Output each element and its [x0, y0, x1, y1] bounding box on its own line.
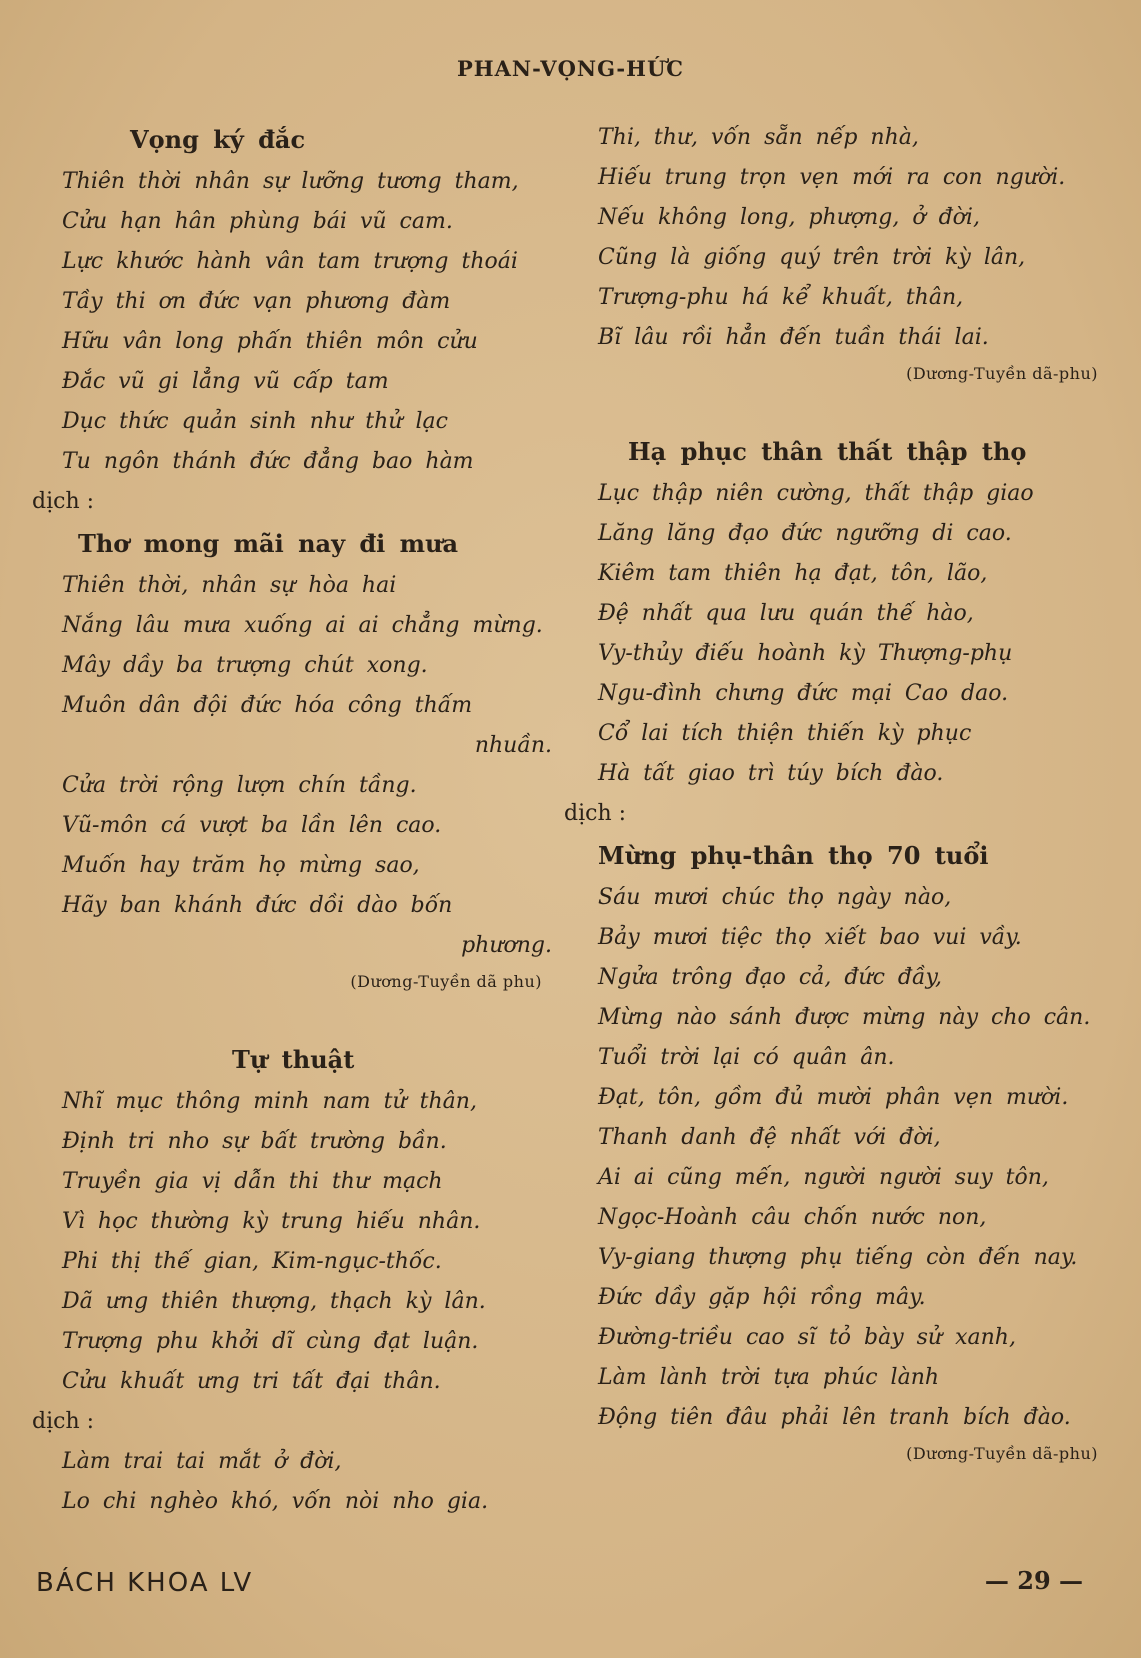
translation-line: Lo chi nghèo khó, vốn nòi nho gia. — [62, 1489, 489, 1514]
poem-line: Vì học thường kỳ trung hiếu nhân. — [62, 1209, 481, 1234]
translation-stanza — [32, 1442, 562, 1522]
translation-line: Hiếu trung trọn vẹn mới ra con người. — [598, 165, 1066, 190]
poem-line: Ngu-đình chưng đức mại Cao dao. — [598, 681, 1009, 706]
poem-line: Cổ lai tích thiện thiến kỳ phục — [598, 721, 972, 746]
poem-line: Đệ nhất qua lưu quán thế hào, — [598, 601, 974, 626]
poem-stanza — [32, 162, 562, 482]
poem-line: Kiêm tam thiên hạ đạt, tôn, lão, — [598, 561, 988, 586]
right-column — [564, 118, 1118, 1470]
translation-line: Bĩ lâu rồi hẳn đến tuần thái lai. — [598, 325, 989, 350]
translation-line: nhuần. — [474, 733, 552, 758]
poem-line: Cửu hạn hân phùng bái vũ cam. — [62, 209, 453, 234]
poem-title: Tự thuật — [232, 1045, 355, 1074]
translation-line: Cũng là giống quý trên trời kỳ lân, — [598, 245, 1026, 270]
translation-line: phương. — [461, 933, 552, 958]
poem-line: Đắc vũ gi lẳng vũ cấp tam — [62, 369, 389, 394]
translation-line: Mừng nào sánh được mừng này cho cân. — [598, 1005, 1091, 1030]
translation-line: Thiên thời, nhân sự hòa hai — [62, 573, 397, 598]
translation-line: Hãy ban khánh đức dồi dào bốn — [62, 893, 453, 918]
poem-line: Phi thị thế gian, Kim-ngục-thốc. — [62, 1249, 442, 1274]
translation-line: Thi, thư, vốn sẵn nếp nhà, — [598, 125, 919, 150]
poem-line: Hữu vân long phấn thiên môn cửu — [62, 329, 478, 354]
poem-line: Tu ngôn thánh đức đẳng bao hàm — [62, 449, 474, 474]
translation-stanza — [598, 118, 1118, 358]
translation-line: Ai ai cũng mến, người người suy tôn, — [598, 1165, 1049, 1190]
translation-line: Vũ-môn cá vượt ba lần lên cao. — [62, 813, 442, 838]
translation-line: Trượng-phu há kể khuất, thân, — [598, 285, 964, 310]
left-column — [32, 118, 562, 1522]
translation-line: Muốn hay trăm họ mừng sao, — [62, 853, 420, 878]
poem-title: Hạ phục thân thất thập thọ — [628, 437, 1027, 466]
translation-line: Tuổi trời lại có quân ân. — [598, 1045, 895, 1070]
translation-label: dịch : — [32, 489, 95, 514]
running-head: PHAN-VỌNG-HỨC — [457, 56, 684, 81]
translation-line: Ngọc-Hoành câu chốn nước non, — [598, 1205, 987, 1230]
poem-line: Hà tất giao trì túy bích đào. — [598, 761, 944, 786]
poem-line: Trượng phu khởi dĩ cùng đạt luận. — [62, 1329, 479, 1354]
translation-line: Mây dầy ba trượng chút xong. — [62, 653, 428, 678]
poem-stanza — [598, 474, 1118, 794]
translation-label: dịch : — [32, 1409, 95, 1434]
translation-line: Động tiên đâu phải lên tranh bích đào. — [598, 1405, 1071, 1430]
translation-line: Nắng lâu mưa xuống ai ai chẳng mừng. — [62, 613, 543, 638]
poem-stanza — [32, 1082, 562, 1402]
poem-line: Nhĩ mục thông minh nam tử thân, — [62, 1089, 477, 1114]
translation-line: Muôn dân đội đức hóa công thấm — [62, 693, 473, 718]
translation-line: Bảy mươi tiệc thọ xiết bao vui vầy. — [598, 925, 1022, 950]
translation-line: Ngửa trông đạo cả, đức đầy, — [598, 965, 942, 990]
translation-line: Đường-triều cao sĩ tỏ bày sử xanh, — [598, 1325, 1016, 1350]
translation-title: Mừng phụ-thân thọ 70 tuổi — [598, 841, 989, 870]
author-credit: (Dương-Tuyền dã-phu) — [906, 1444, 1098, 1463]
poem-line: Lực khước hành vân tam trượng thoái — [62, 249, 518, 274]
translation-line: Nếu không long, phượng, ở đời, — [598, 205, 980, 230]
translation-line: Làm trai tai mắt ở đời, — [62, 1449, 342, 1474]
translation-stanza — [32, 566, 562, 966]
poem-line: Dục thức quản sinh như thử lạc — [62, 409, 448, 434]
translation-title: Thơ mong mãi nay đi mưa — [78, 529, 459, 558]
translation-line: Làm lành trời tựa phúc lành — [598, 1365, 940, 1390]
poem-line: Lăng lăng đạo đức ngưỡng di cao. — [598, 521, 1012, 546]
translation-stanza — [598, 878, 1118, 1438]
translation-line: Đức dầy gặp hội rồng mây. — [598, 1285, 926, 1310]
poem-line: Thiên thời nhân sự lưỡng tương tham, — [62, 169, 519, 194]
magazine-name: BÁCH KHOA LV — [36, 1568, 254, 1598]
page-number: — 29 — — [984, 1566, 1083, 1595]
poem-line: Lục thập niên cường, thất thập giao — [598, 481, 1034, 506]
translation-line: Thanh danh đệ nhất với đời, — [598, 1125, 941, 1150]
translation-label: dịch : — [564, 801, 627, 826]
author-credit: (Dương-Tuyền dã-phu) — [906, 364, 1098, 383]
poem-title: Vọng ký đắc — [130, 125, 306, 154]
poem-line: Vy-thủy điếu hoành kỳ Thượng-phụ — [598, 641, 1013, 666]
translation-line: Sáu mươi chúc thọ ngày nào, — [598, 885, 952, 910]
author-credit: (Dương-Tuyền dã phu) — [350, 972, 542, 991]
translation-line: Đạt, tôn, gồm đủ mười phân vẹn mười. — [598, 1085, 1069, 1110]
translation-line: Cửa trời rộng lượn chín tầng. — [62, 773, 417, 798]
poem-line: Truyền gia vị dẫn thi thư mạch — [62, 1169, 443, 1194]
translation-line: Vy-giang thượng phụ tiếng còn đến nay. — [598, 1245, 1078, 1270]
poem-line: Tầy thi ơn đức vạn phương đàm — [62, 289, 451, 314]
poem-line: Dã ưng thiên thượng, thạch kỳ lân. — [62, 1289, 486, 1314]
poem-line: Cửu khuất ưng tri tất đại thân. — [62, 1369, 441, 1394]
poem-line: Định tri nho sự bất trường bần. — [62, 1129, 447, 1154]
